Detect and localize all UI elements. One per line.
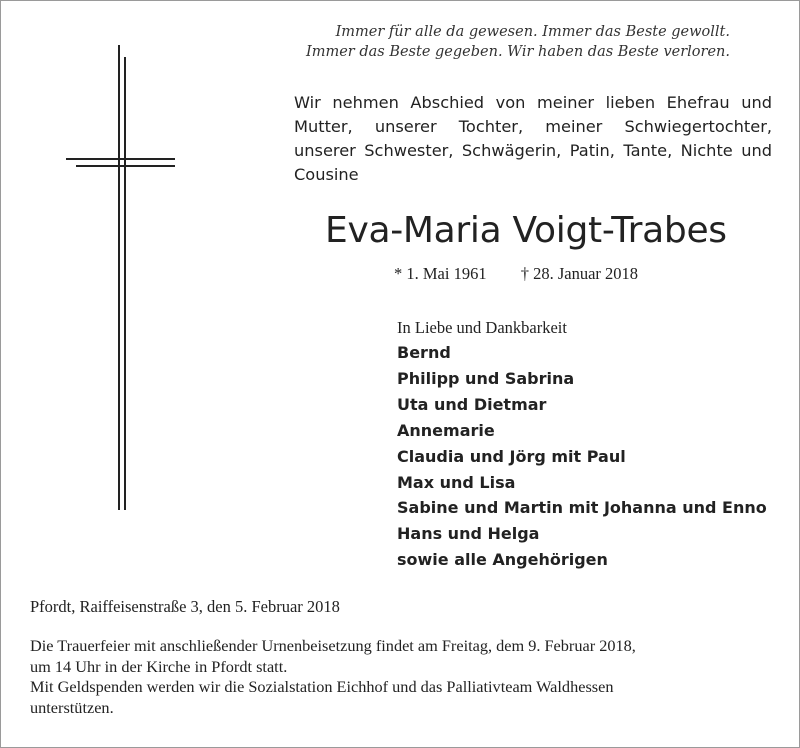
motto-line-1: Immer für alle da gewesen. Immer das Beste gewollt. — [335, 24, 730, 40]
mourner-name: Bernd — [397, 343, 451, 362]
cross-horizontal-bar-inner — [76, 165, 175, 167]
funeral-notice-line-1: Die Trauerfeier mit anschließender Urnenbeisetzung findet am Freitag, dem 9. Februar 2018, — [30, 636, 636, 655]
funeral-notice — [30, 636, 775, 718]
farewell-line-2: Mutter, unserer Tochter, meiner Schwiegertochter, — [294, 117, 772, 136]
death-date: † 28. Januar 2018 — [520, 264, 639, 283]
cross-vertical-bar — [118, 45, 120, 510]
farewell-line-3: unserer Schwester, Schwägerin, Patin, Tante, Nichte und — [294, 141, 772, 160]
motto-line-2: Immer das Beste gegeben. Wir haben das Beste verloren. — [306, 44, 730, 60]
birth-date: * 1. Mai 1961 — [394, 264, 487, 283]
mourners-list — [397, 316, 767, 573]
cross-horizontal-bar — [66, 158, 175, 160]
mourners-intro: In Liebe und Dankbarkeit — [397, 318, 567, 337]
life-dates — [394, 264, 638, 284]
mourner-name: Hans und Helga — [397, 524, 540, 544]
farewell-line-1: Wir nehmen Abschied von meiner lieben Ehefrau und — [294, 93, 772, 112]
mourner-name: sowie alle Angehörigen — [397, 550, 608, 570]
funeral-notice-line-4: unterstützen. — [30, 697, 114, 717]
farewell-text — [294, 91, 772, 187]
mourner-name: Claudia und Jörg mit Paul — [397, 446, 626, 466]
farewell-line-4: Cousine — [294, 165, 359, 184]
mourner-name: Philipp und Sabrina — [397, 368, 575, 388]
mourner-name: Uta und Dietmar — [397, 394, 547, 414]
mourner-name: Sabine und Martin mit Johanna und Enno — [397, 498, 767, 518]
deceased-name: Eva-Maria Voigt-Trabes — [325, 210, 727, 251]
mourner-name: Annemarie — [397, 420, 495, 440]
mourner-name: Max und Lisa — [397, 472, 516, 492]
motto-verse — [306, 22, 730, 62]
place-and-date: Pfordt, Raiffeisenstraße 3, den 5. Februar 2018 — [30, 597, 340, 616]
funeral-notice-line-2: um 14 Uhr in der Kirche in Pfordt statt. — [30, 656, 288, 676]
cross-vertical-bar-inner — [124, 57, 126, 510]
funeral-notice-line-3: Mit Geldspenden werden wir die Sozialstation Eichhof und das Palliativteam Waldhessen — [30, 677, 614, 697]
